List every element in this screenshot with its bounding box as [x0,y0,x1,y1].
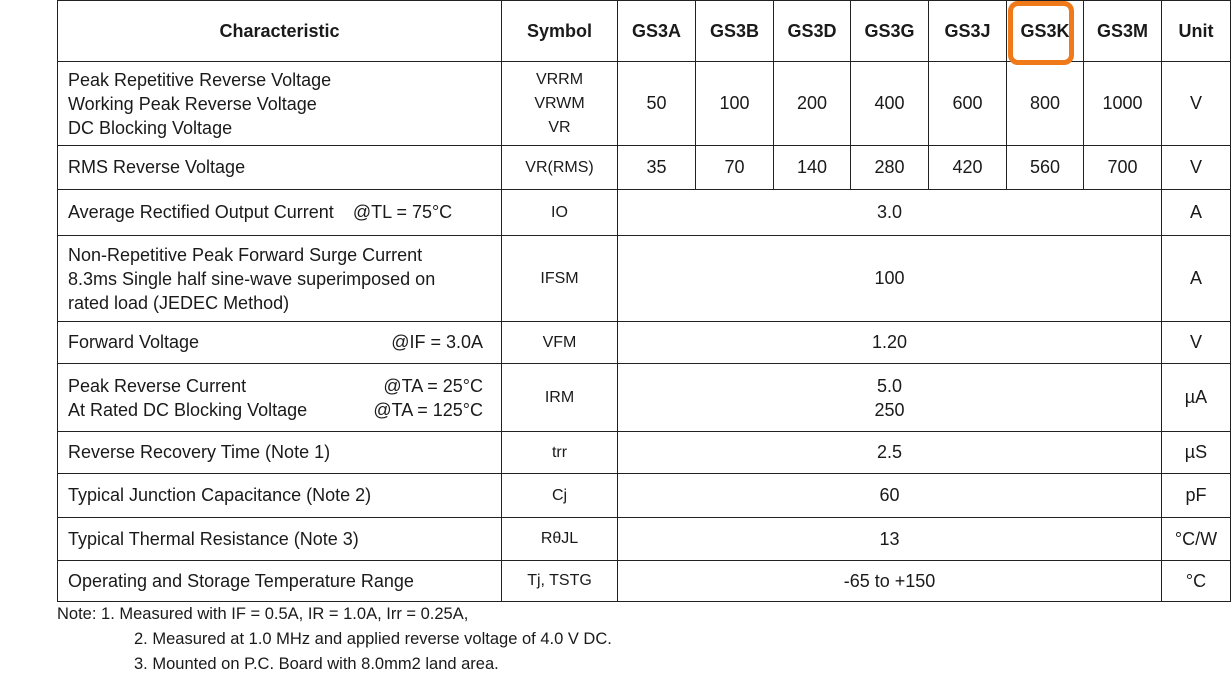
value-cell: 100 [696,62,774,146]
header-characteristic: Characteristic [58,1,502,62]
value-cell: 60 [618,474,1162,518]
label-line: Working Peak Reverse Voltage [68,93,317,114]
value-cell: 2.5 [618,432,1162,474]
header-part-gs3j: GS3J [929,1,1007,62]
row-label [58,364,502,432]
condition-text: @TA = 125°C [373,399,483,420]
unit-cell: °C/W [1162,518,1231,561]
value-cell: 600 [929,62,1007,146]
row-label [58,322,502,364]
row-label: Typical Junction Capacitance (Note 2) [58,474,502,518]
unit-cell: µA [1162,364,1231,432]
value-cell: 100 [618,236,1162,322]
row-label: RMS Reverse Voltage [58,146,502,190]
header-symbol: Symbol [502,1,618,62]
condition-text: @TA = 25°C [383,375,483,396]
table-row [58,62,1231,146]
value-cell: 35 [618,146,696,190]
value-cell: 420 [929,146,1007,190]
spec-table [57,0,1231,602]
value-cell: 3.0 [618,190,1162,236]
value-cell: 13 [618,518,1162,561]
symbol-line: VRWM [534,94,585,112]
unit-cell: °C [1162,561,1231,602]
header-part-gs3m: GS3M [1084,1,1162,62]
unit-cell: V [1162,322,1231,364]
row-label: Typical Thermal Resistance (Note 3) [58,518,502,561]
unit-cell: A [1162,190,1231,236]
label-text: Forward Voltage [68,332,200,352]
header-part-gs3k: GS3K [1007,1,1084,62]
header-part-gs3b: GS3B [696,1,774,62]
value-cell: 1.20 [618,322,1162,364]
unit-cell: V [1162,146,1231,190]
value-cell: 560 [1007,146,1084,190]
value-cell: -65 to +150 [618,561,1162,602]
header-part-gs3d: GS3D [774,1,851,62]
row-label [58,236,502,322]
table-row [58,322,1231,364]
header-unit: Unit [1162,1,1231,62]
value-cell: 700 [1084,146,1162,190]
row-label [58,190,502,236]
unit-cell: A [1162,236,1231,322]
row-symbol: IFSM [502,236,618,322]
symbol-line: VR [548,118,571,136]
row-label: Reverse Recovery Time (Note 1) [58,432,502,474]
table-row [58,364,1231,432]
header-part-gs3g: GS3G [851,1,929,62]
label-text: Average Rectified Output Current [68,202,334,222]
value-line: 250 [874,399,905,420]
label-line: Peak Reverse Current [68,375,247,396]
row-label: Operating and Storage Temperature Range [58,561,502,602]
row-label [58,62,502,146]
table-row [58,474,1231,518]
label-line: Peak Repetitive Reverse Voltage [68,69,332,90]
note-1: Note: 1. Measured with IF = 0.5A, IR = 1.0A, Irr = 0.25A, [57,605,469,623]
table-row [58,518,1231,561]
table-row [58,432,1231,474]
unit-cell: pF [1162,474,1231,518]
row-symbol: Tj, TSTG [502,561,618,602]
row-symbol: VFM [502,322,618,364]
row-symbol: IRM [502,364,618,432]
table-row [58,236,1231,322]
value-cell: 800 [1007,62,1084,146]
condition-text: @IF = 3.0A [391,332,483,352]
value-cell: 70 [696,146,774,190]
value-cell: 400 [851,62,929,146]
table-row [58,561,1231,602]
label-line: Non-Repetitive Peak Forward Surge Current [68,244,423,265]
value-cell: 50 [618,62,696,146]
label-line: At Rated DC Blocking Voltage [68,399,308,420]
row-symbol [502,62,618,146]
row-symbol: trr [502,432,618,474]
row-symbol: IO [502,190,618,236]
label-line: rated load (JEDEC Method) [68,292,290,313]
table-row [58,146,1231,190]
header-part-gs3a: GS3A [618,1,696,62]
symbol-line: VRRM [535,70,584,88]
unit-cell: µS [1162,432,1231,474]
row-symbol: RθJL [502,518,618,561]
note-2: 2. Measured at 1.0 MHz and applied reverse voltage of 4.0 V DC. [134,630,612,648]
value-cell: 280 [851,146,929,190]
value-cell: 200 [774,62,851,146]
value-cell: 140 [774,146,851,190]
note-3: 3. Mounted on P.C. Board with 8.0mm2 land area. [134,655,499,673]
label-line: DC Blocking Voltage [68,117,233,138]
table-row [58,190,1231,236]
value-cell [618,364,1162,432]
row-symbol: Cj [502,474,618,518]
row-symbol: VR(RMS) [502,146,618,190]
unit-cell: V [1162,62,1231,146]
gs3k-highlight-box [1008,1,1074,65]
label-line: 8.3ms Single half sine-wave superimposed on [68,268,436,289]
value-line: 5.0 [876,375,903,396]
value-cell: 1000 [1084,62,1162,146]
condition-text: @TL = 75°C [352,202,453,222]
